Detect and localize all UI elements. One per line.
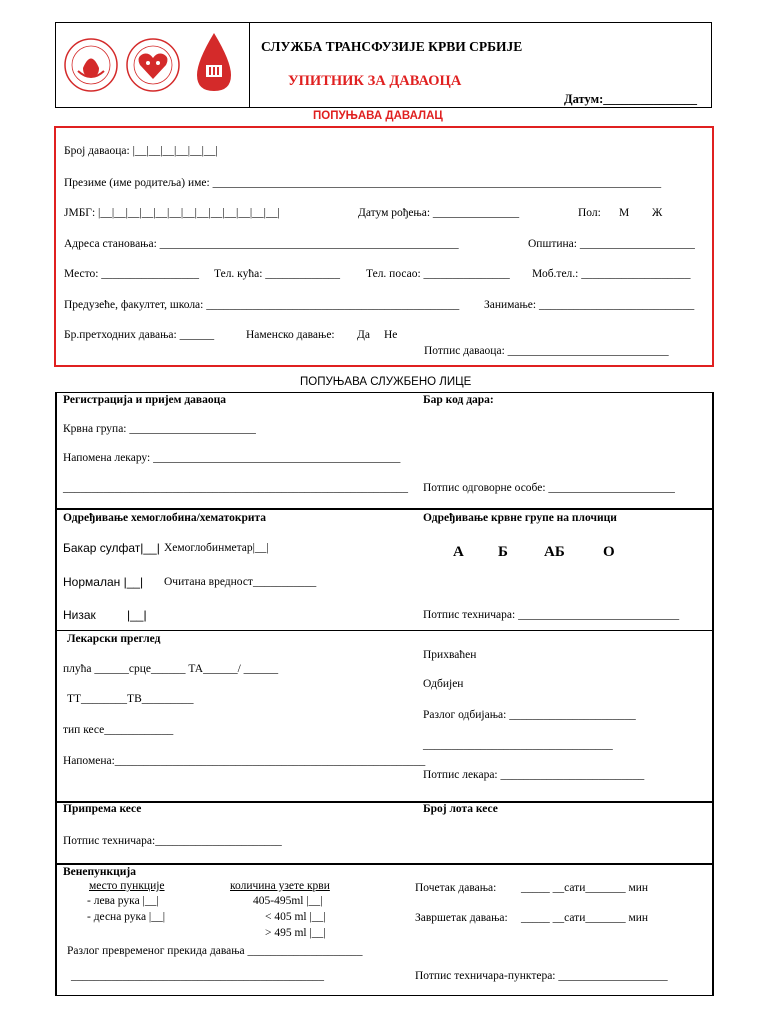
place-field[interactable]: Место: _________________ <box>64 268 200 280</box>
amount-more-495-checkbox[interactable]: > 495 ml |__| <box>265 927 326 939</box>
barcode-title: Бар код дара: <box>423 394 494 406</box>
sex-f-option[interactable]: Ж <box>652 207 663 219</box>
date-field[interactable]: Датум:_______________ <box>564 92 698 106</box>
occupation-field[interactable]: Занимање: ___________________________ <box>484 299 695 311</box>
previous-donations-field[interactable]: Бр.претходних давања: ______ <box>64 329 215 341</box>
blood-group-ab-option[interactable]: АБ <box>544 544 565 560</box>
low-label: Низак <box>63 608 96 622</box>
name-field[interactable]: Презиме (име родитеља) име: ______________________________________________________________________________ <box>64 177 662 189</box>
home-phone-field[interactable]: Тел. кућа: _____________ <box>214 268 341 280</box>
mobile-field[interactable]: Моб.тел.: ___________________ <box>532 268 691 280</box>
reading-value-field[interactable]: Очитана вредност___________ <box>164 576 317 588</box>
logos-area <box>56 23 250 107</box>
belgrade-institute-logo-icon <box>65 39 117 91</box>
blood-drop-logo-icon <box>197 33 231 91</box>
bag-technician-signature-field[interactable]: Потпис техничара:______________________ <box>63 835 282 847</box>
rejected-option[interactable]: Одбијен <box>423 678 464 690</box>
amount-405-495-checkbox[interactable]: 405-495ml |__| <box>253 895 323 907</box>
low-checkbox[interactable]: |__| <box>127 608 147 622</box>
plate-blood-group-title: Одређивање крвне групе на плочици <box>423 512 617 524</box>
tt-tv-field[interactable]: ТТ________ТВ_________ <box>67 693 194 705</box>
blood-group-o-option[interactable]: О <box>603 544 615 560</box>
address-field[interactable]: Адреса становања: ____________________________________________________ <box>64 238 459 250</box>
normal-checkbox[interactable]: Нормалан |__| <box>63 575 144 589</box>
municipality-field[interactable]: Општина: ____________________ <box>528 238 695 250</box>
blood-amount-label: количина узете крви <box>230 880 330 892</box>
form-title: УПИТНИК ЗА ДАВАОЦА <box>288 73 462 89</box>
service-name: СЛУЖБА ТРАНСФУЗИЈЕ КРВИ СРБИЈЕ <box>261 39 523 54</box>
bag-type-field[interactable]: тип кесе____________ <box>63 724 174 736</box>
donor-section-heading: ПОПУЊАВА ДАВАЛАЦ <box>313 110 443 122</box>
directed-no-option[interactable]: Не <box>384 329 398 341</box>
blood-group-field[interactable]: Крвна група: ______________________ <box>63 423 256 435</box>
sex-label: Пол: <box>578 207 601 219</box>
company-field[interactable]: Предузеће, факултет, школа: ____________________________________________ <box>64 299 460 311</box>
novi-sad-institute-logo-icon <box>127 39 179 91</box>
institution-logos <box>56 23 249 107</box>
blank-line-field[interactable]: ____________________________________________________________ <box>63 482 408 494</box>
directed-yes-option[interactable]: Да <box>357 329 370 341</box>
reject-reason-field[interactable]: Разлог одбијања: ______________________ <box>423 709 636 721</box>
copper-sulfate-checkbox[interactable]: Бакар сулфат|__| <box>63 541 160 555</box>
donor-number-field[interactable]: Број даваоца: |__|__|__|__|__|__| <box>64 145 218 157</box>
directed-donation-label: Наменско давање: <box>246 329 335 341</box>
reject-reason-line[interactable]: _________________________________ <box>423 739 613 751</box>
registration-title: Регистрација и пријем даваоца <box>63 394 227 406</box>
staff-section-heading: ПОПУЊАВА СЛУЖБЕНО ЛИЦЕ <box>300 376 472 388</box>
interrupt-reason-line[interactable]: ____________________________________________ <box>71 970 324 982</box>
form-header <box>55 22 712 108</box>
doctor-signature-field[interactable]: Потпис лекара: _________________________ <box>423 769 645 781</box>
donation-start-label: Почетак давања: <box>415 882 497 894</box>
divider <box>57 508 712 510</box>
right-arm-checkbox[interactable]: - десна рука |__| <box>87 911 166 923</box>
hemoglobin-title: Одређивање хемоглобина/хематокрита <box>63 512 267 524</box>
amount-less-405-checkbox[interactable]: < 405 ml |__| <box>265 911 326 923</box>
doctor-note-field[interactable]: Напомена лекару: ___________________________________________ <box>63 452 401 464</box>
puncture-technician-signature-field[interactable]: Потпис техничара-пунктера: ___________________ <box>415 970 668 982</box>
donor-section <box>54 126 714 367</box>
divider <box>57 863 712 865</box>
bag-prep-title: Припрема кесе <box>63 803 142 815</box>
donation-end-label: Завршетак давања: <box>415 912 508 924</box>
puncture-site-label: место пункције <box>89 880 165 892</box>
donor-signature-field[interactable]: Потпис даваоца: ____________________________ <box>424 345 669 357</box>
responsible-signature-field[interactable]: Потпис одговорне особе: ______________________ <box>423 482 675 494</box>
staff-section <box>55 392 714 996</box>
vitals-field[interactable]: плућа ______срце______ ТА______/ ______ <box>63 663 279 675</box>
divider <box>57 630 712 631</box>
hemoglobinometer-checkbox[interactable]: Хемоглобинметар|__| <box>164 542 269 554</box>
blood-group-a-option[interactable]: А <box>453 544 464 560</box>
technician-signature-field[interactable]: Потпис техничара: ____________________________ <box>423 609 680 621</box>
jmbg-field[interactable]: ЈМБГ: |__|__|__|__|__|__|__|__|__|__|__|__|__| <box>64 207 280 219</box>
work-phone-field[interactable]: Тел. посао: _______________ <box>366 268 510 280</box>
divider <box>57 801 712 803</box>
note-field[interactable]: Напомена:______________________________________________________ <box>63 755 426 767</box>
donation-start-field[interactable]: _____ __сати_______ мин <box>521 882 649 894</box>
medical-exam-title: Лекарски преглед <box>67 633 161 645</box>
venepuncture-title: Венепункција <box>63 866 136 878</box>
lot-number-title: Број лота кесе <box>423 803 498 815</box>
sex-m-option[interactable]: М <box>619 207 630 219</box>
left-arm-checkbox[interactable]: - лева рука |__| <box>87 895 159 907</box>
interrupt-reason-field[interactable]: Разлог превременог прекида давања ____________________ <box>67 945 363 957</box>
accepted-option[interactable]: Прихваћен <box>423 649 477 661</box>
birth-date-field[interactable]: Датум рођења: _______________ <box>358 207 520 219</box>
blood-group-b-option[interactable]: Б <box>498 544 508 560</box>
donation-end-field[interactable]: _____ __сати_______ мин <box>521 912 649 924</box>
